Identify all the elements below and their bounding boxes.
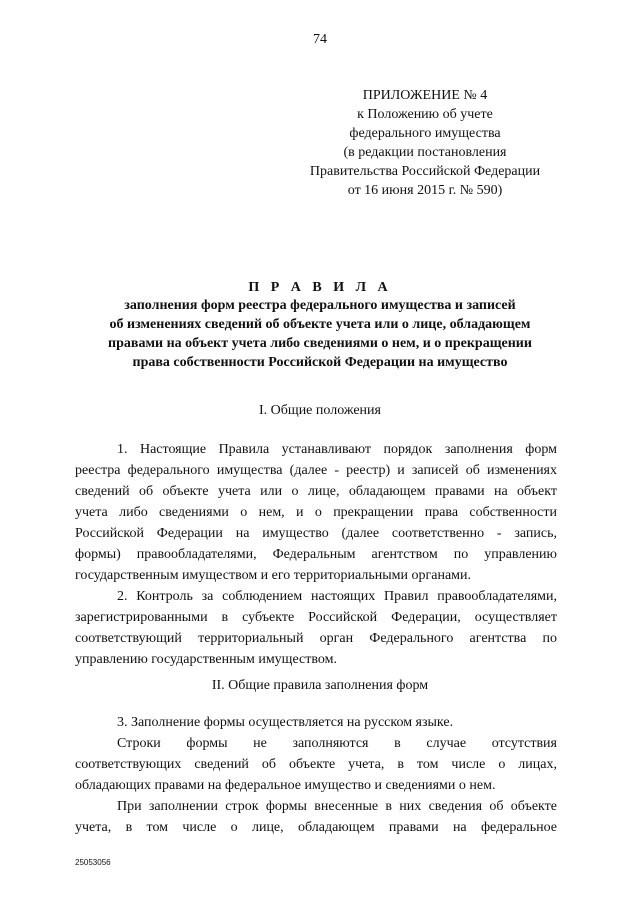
paragraph-4 — [75, 733, 557, 796]
paragraph-3 — [75, 712, 557, 733]
text-line: зарегистрированными в субъекте Российской Федерации, осуществляет — [75, 610, 557, 625]
paragraph-5 — [75, 796, 557, 838]
appendix-line: ПРИЛОЖЕНИЕ № 4 — [362, 88, 488, 103]
text-line: обладающих правами на федеральное имущество и сведениями о нем. — [75, 778, 496, 793]
paragraph-1 — [75, 439, 557, 586]
text-line: учета, в том числе о лице, обладающем правами на федеральное — [75, 820, 557, 835]
appendix-header — [290, 86, 560, 200]
text-line: формы) правообладателями, Федеральным агентством по управлению — [75, 547, 557, 562]
text-line: Российской Федерации на имущество (далее соответственно - запись, — [75, 526, 557, 541]
text-line: 2. Контроль за соблюдением настоящих Правил правообладателями, — [117, 589, 557, 604]
document-code: 25053056 — [75, 858, 111, 867]
section-heading-1: I. Общие положения — [259, 403, 381, 418]
appendix-line: к Положению об учете — [357, 107, 493, 122]
text-line: управлению государственным имуществом. — [75, 652, 337, 667]
appendix-line: (в редакции постановления — [343, 145, 507, 160]
text-line: государственным имуществом и его территориальными органами. — [75, 568, 472, 583]
text-line: 1. Настоящие Правила устанавливают порядок заполнения форм — [117, 442, 557, 457]
rules-title: П Р А В И Л А — [248, 280, 392, 295]
subtitle-line: права собственности Российской Федерации на имущество — [132, 355, 508, 370]
text-line: реестра федерального имущества (далее - реестр) и записей об изменениях — [75, 463, 557, 478]
appendix-line: Правительства Российской Федерации — [309, 164, 541, 179]
text-line: 3. Заполнение формы осуществляется на русском языке. — [117, 715, 454, 730]
text-line: соответствующий территориальный орган Федерального агентства по — [75, 631, 557, 646]
appendix-line: федерального имущества — [349, 126, 501, 141]
text-line: соответствующих сведений об объекте учета, в том числе о лицах, — [75, 757, 557, 772]
subtitle-line: заполнения форм реестра федерального имущества и записей — [124, 298, 516, 313]
text-line: сведений об объекте учета или о лице, обладающем правами на объект — [75, 484, 557, 499]
paragraph-2 — [75, 586, 557, 670]
text-line: При заполнении строк формы внесенные в них сведения об объекте — [117, 799, 557, 814]
text-line: учета либо сведениями о нем, и о прекращении права собственности — [75, 505, 557, 520]
subtitle-line: правами на объект учета либо сведениями о нем, и о прекращении — [108, 336, 532, 351]
rules-subtitle — [60, 296, 580, 372]
text-line: Строки формы не заполняются в случае отсутствия — [117, 736, 557, 751]
section-heading-2: II. Общие правила заполнения форм — [211, 678, 429, 693]
subtitle-line: об изменениях сведений об объекте учета или о лице, обладающем — [109, 317, 531, 332]
page-number: 74 — [313, 32, 327, 47]
appendix-line: от 16 июня 2015 г. № 590) — [347, 183, 503, 198]
